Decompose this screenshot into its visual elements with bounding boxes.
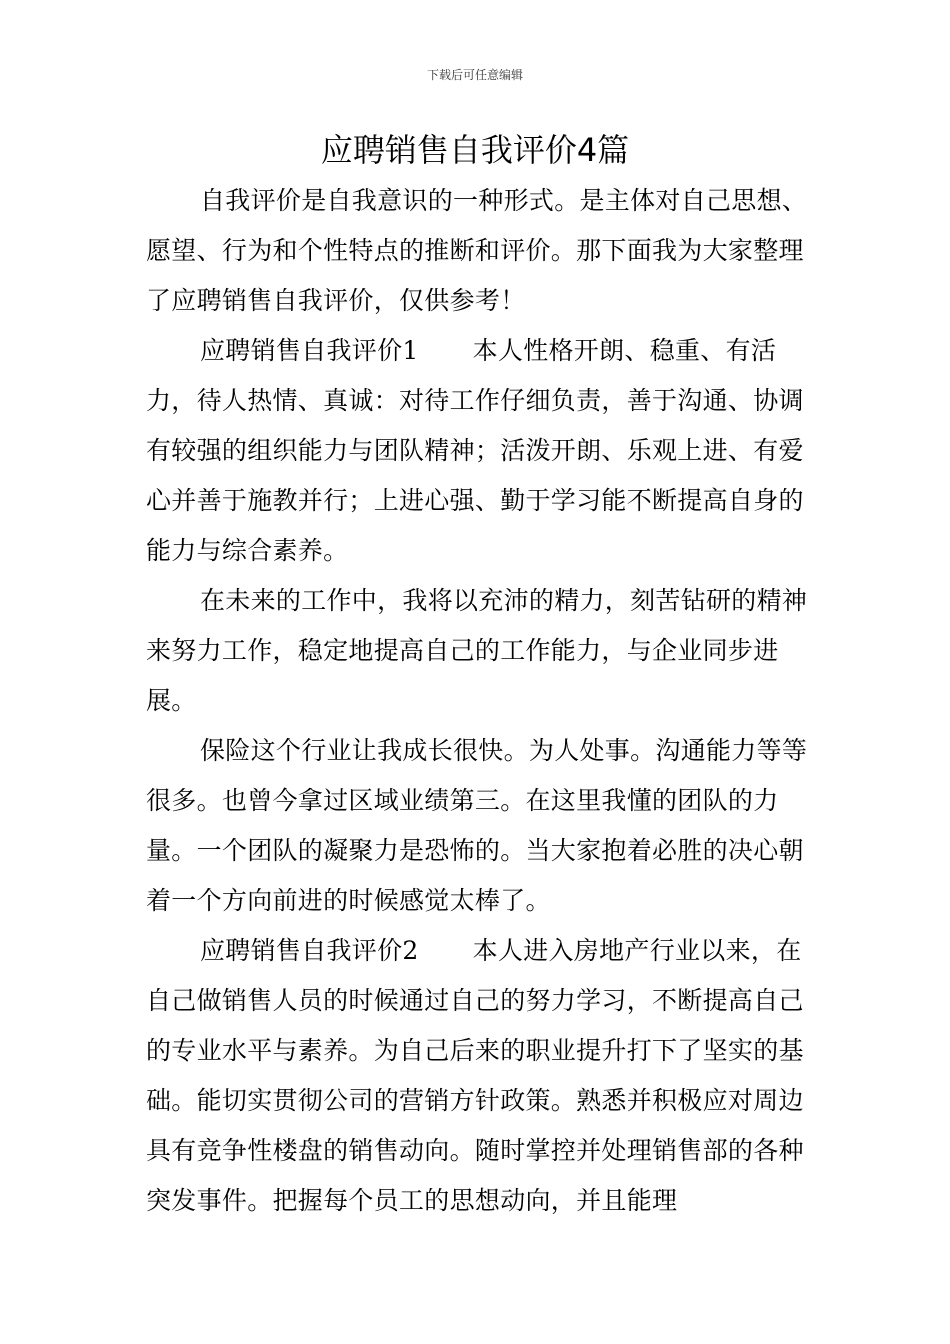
section-1-text: 本人性格开朗、稳重、有活力，待人热情、真诚：对待工作仔细负责，善于沟通、协调有较强的组织能力与团队精神；活泼开朗、乐观上进、有爱心并善于施教并行；上进心强、勤于学习能不断提高自身的能力与综合素养。: [146, 336, 804, 565]
section-1-label: 应聘销售自我评价1: [200, 336, 419, 365]
intro-paragraph: 自我评价是自我意识的一种形式。是主体对自己思想、愿望、行为和个性特点的推断和评价。那下面我为大家整理了应聘销售自我评价，仅供参考！: [146, 186, 808, 315]
header-note: 下载后可任意编辑: [426, 68, 523, 82]
document-title: 应聘销售自我评价4篇: [320, 131, 630, 169]
section-2-text: 本人进入房地产行业以来，在自己做销售人员的时候通过自己的努力学习，不断提高自己的专业水平与素养。为自己后来的职业提升打下了坚实的基础。能切实贯彻公司的营销方针政策。熟悉并积极应对周边具有竞争性楼盘的销售动向。随时掌控并处理销售部的各种突发事件。把握每个员工的思想动向，并且能理: [146, 936, 804, 1215]
section-2-label: 应聘销售自我评价2: [200, 936, 419, 965]
document-body: [146, 176, 814, 1226]
paragraph-future-work: 在未来的工作中，我将以充沛的精力，刻苦钻研的精神来努力工作，稳定地提高自己的工作能力，与企业同步进展。: [146, 586, 808, 715]
paragraph-insurance: 保险这个行业让我成长很快。为人处事。沟通能力等等很多。也曾今拿过区域业绩第三。在这里我懂的团队的力量。一个团队的凝聚力是恐怖的。当大家抱着必胜的决心朝着一个方向前进的时候感觉太棒了。: [146, 736, 808, 915]
section-1-paragraph: [146, 326, 814, 576]
section-2-paragraph: [146, 926, 814, 1226]
